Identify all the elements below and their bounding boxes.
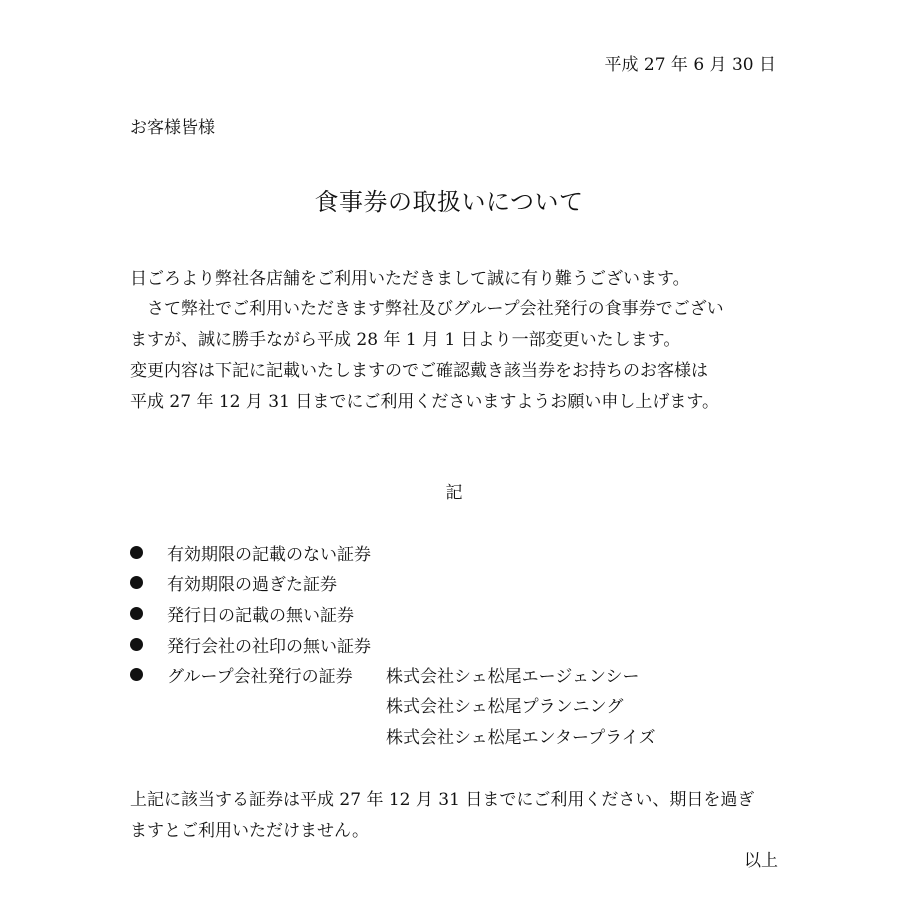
bullet-icon <box>130 607 143 620</box>
recipient-line: お客様皆様 <box>130 118 215 138</box>
body-line: 平成 27 年 12 月 31 日までにご利用くださいますようお願い申し上げます。 <box>130 392 719 412</box>
document-date: 平成 27 年 6 月 30 日 <box>604 55 776 75</box>
body-line: 日ごろより弊社各店舗をご利用いただきまして誠に有り難うございます。 <box>130 269 690 289</box>
list-item-label: グループ会社発行の証券 <box>167 667 353 687</box>
body-line: 変更内容は下記に記載いたしますのでご確認戴き該当券をお持ちのお客様は <box>130 361 708 381</box>
footer-line: ますとご利用いただけません。 <box>130 821 370 841</box>
list-item-label: 発行会社の社印の無い証券 <box>167 637 371 657</box>
company-name: 株式会社シェ松尾エージェンシー <box>386 667 640 687</box>
list-item-label: 有効期限の記載のない証券 <box>167 545 371 565</box>
list-item-label: 有効期限の過ぎた証券 <box>167 575 337 595</box>
company-name: 株式会社シェ松尾プランニング <box>386 697 624 717</box>
list-item <box>130 662 353 687</box>
document-title: 食事券の取扱いについて <box>314 188 584 216</box>
footer-line: 上記に該当する証券は平成 27 年 12 月 31 日までにご利用ください、期日を過ぎ <box>130 790 755 810</box>
company-name: 株式会社シェ松尾エンタープライズ <box>386 728 656 748</box>
bullet-icon <box>130 638 143 651</box>
list-item <box>130 632 371 657</box>
list-item-label: 発行日の記載の無い証券 <box>167 606 354 626</box>
body-line: ますが、誠に勝手ながら平成 28 年 1 月 1 日より一部変更いたします。 <box>130 330 681 350</box>
closing-mark: 以上 <box>744 851 778 871</box>
list-item <box>130 540 371 565</box>
bullet-icon <box>130 668 143 681</box>
body-line: さて弊社でご利用いただきます弊社及びグループ会社発行の食事券でござい <box>130 299 724 319</box>
list-item <box>130 601 354 626</box>
bullet-icon <box>130 546 143 559</box>
ki-heading: 記 <box>445 483 463 503</box>
list-item <box>130 570 337 595</box>
bullet-icon <box>130 576 143 589</box>
